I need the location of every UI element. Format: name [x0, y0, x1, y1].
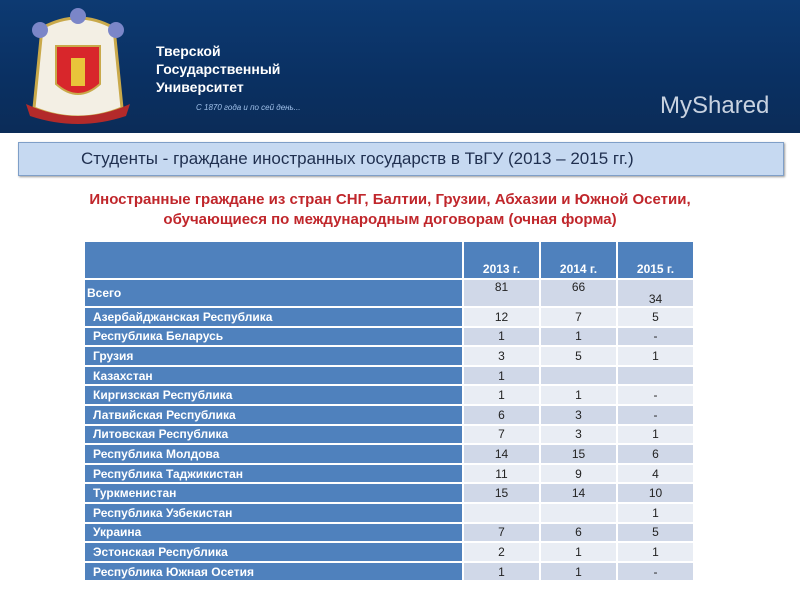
cell: 4 [617, 464, 694, 484]
cell: 10 [617, 483, 694, 503]
cell: 1 [540, 385, 617, 405]
table-row [84, 425, 694, 445]
table-header-row [84, 241, 694, 279]
cell: 1 [463, 366, 540, 386]
cell: 2 [463, 542, 540, 562]
row-label: Всего [84, 279, 463, 307]
row-label: Литовская Республика [84, 425, 463, 445]
row-label: Республика Молдова [84, 444, 463, 464]
row-label: Грузия [84, 346, 463, 366]
table-row [84, 307, 694, 327]
row-label: Украина [84, 523, 463, 543]
cell: - [617, 327, 694, 347]
cell: 6 [540, 523, 617, 543]
table-row [84, 405, 694, 425]
cell: 1 [463, 327, 540, 347]
cell: 6 [617, 444, 694, 464]
caption-line: обучающиеся по международным договорам (очная форма) [163, 211, 617, 228]
row-label: Латвийская Республика [84, 405, 463, 425]
row-label: Азербайджанская Республика [84, 307, 463, 327]
cell: - [617, 562, 694, 582]
table-row [84, 327, 694, 347]
cell: - [617, 405, 694, 425]
table-row [84, 444, 694, 464]
cell: - [617, 385, 694, 405]
cell [540, 503, 617, 523]
cell: 5 [617, 307, 694, 327]
cell: 1 [540, 562, 617, 582]
university-crest-icon [22, 8, 134, 126]
cell: 66 [540, 279, 617, 307]
column-header: 2015 г. [617, 241, 694, 279]
cell [463, 503, 540, 523]
row-label: Республика Беларусь [84, 327, 463, 347]
cell: 15 [540, 444, 617, 464]
column-header [84, 241, 463, 279]
cell: 1 [617, 425, 694, 445]
cell: 34 [617, 279, 694, 307]
table-row [84, 483, 694, 503]
row-label: Туркменистан [84, 483, 463, 503]
total-row [84, 279, 694, 307]
row-label: Республика Узбекистан [84, 503, 463, 523]
cell: 3 [463, 346, 540, 366]
cell: 1 [463, 385, 540, 405]
row-label: Киргизская Республика [84, 385, 463, 405]
table-row [84, 562, 694, 582]
caption-line: Иностранные граждане из стран СНГ, Балтии, Грузии, Абхазии и Южной Осетии, [89, 191, 691, 208]
table-row [84, 366, 694, 386]
students-table [83, 240, 695, 582]
cell: 81 [463, 279, 540, 307]
column-header: 2014 г. [540, 241, 617, 279]
cell: 3 [540, 405, 617, 425]
cell: 1 [617, 503, 694, 523]
cell: 5 [617, 523, 694, 543]
slide-title: Студенты - граждане иностранных государств в ТвГУ (2013 – 2015 гг.) [18, 142, 784, 176]
cell: 5 [540, 346, 617, 366]
table-row [84, 503, 694, 523]
row-label: Республика Южная Осетия [84, 562, 463, 582]
cell: 12 [463, 307, 540, 327]
cell: 14 [463, 444, 540, 464]
cell [540, 366, 617, 386]
cell: 11 [463, 464, 540, 484]
cell: 7 [463, 425, 540, 445]
table-caption [0, 190, 780, 230]
university-name [156, 42, 280, 96]
table-row [84, 542, 694, 562]
cell: 1 [540, 327, 617, 347]
cell: 9 [540, 464, 617, 484]
myshared-watermark: MyShared [660, 92, 770, 119]
table-row [84, 523, 694, 543]
cell: 6 [463, 405, 540, 425]
cell [617, 366, 694, 386]
university-name-line: Университет [156, 79, 244, 95]
university-name-line: Государственный [156, 61, 281, 77]
table-row [84, 464, 694, 484]
table-row [84, 346, 694, 366]
cell: 7 [463, 523, 540, 543]
cell: 1 [463, 562, 540, 582]
university-name-line: Тверской [156, 43, 221, 59]
cell: 1 [617, 542, 694, 562]
motto: С 1870 года и по сей день... [196, 103, 301, 112]
cell: 1 [540, 542, 617, 562]
header-banner [0, 0, 800, 133]
cell: 3 [540, 425, 617, 445]
row-label: Республика Таджикистан [84, 464, 463, 484]
column-header: 2013 г. [463, 241, 540, 279]
cell: 15 [463, 483, 540, 503]
cell: 7 [540, 307, 617, 327]
table-row [84, 385, 694, 405]
cell: 1 [617, 346, 694, 366]
cell: 14 [540, 483, 617, 503]
row-label: Эстонская Республика [84, 542, 463, 562]
row-label: Казахстан [84, 366, 463, 386]
